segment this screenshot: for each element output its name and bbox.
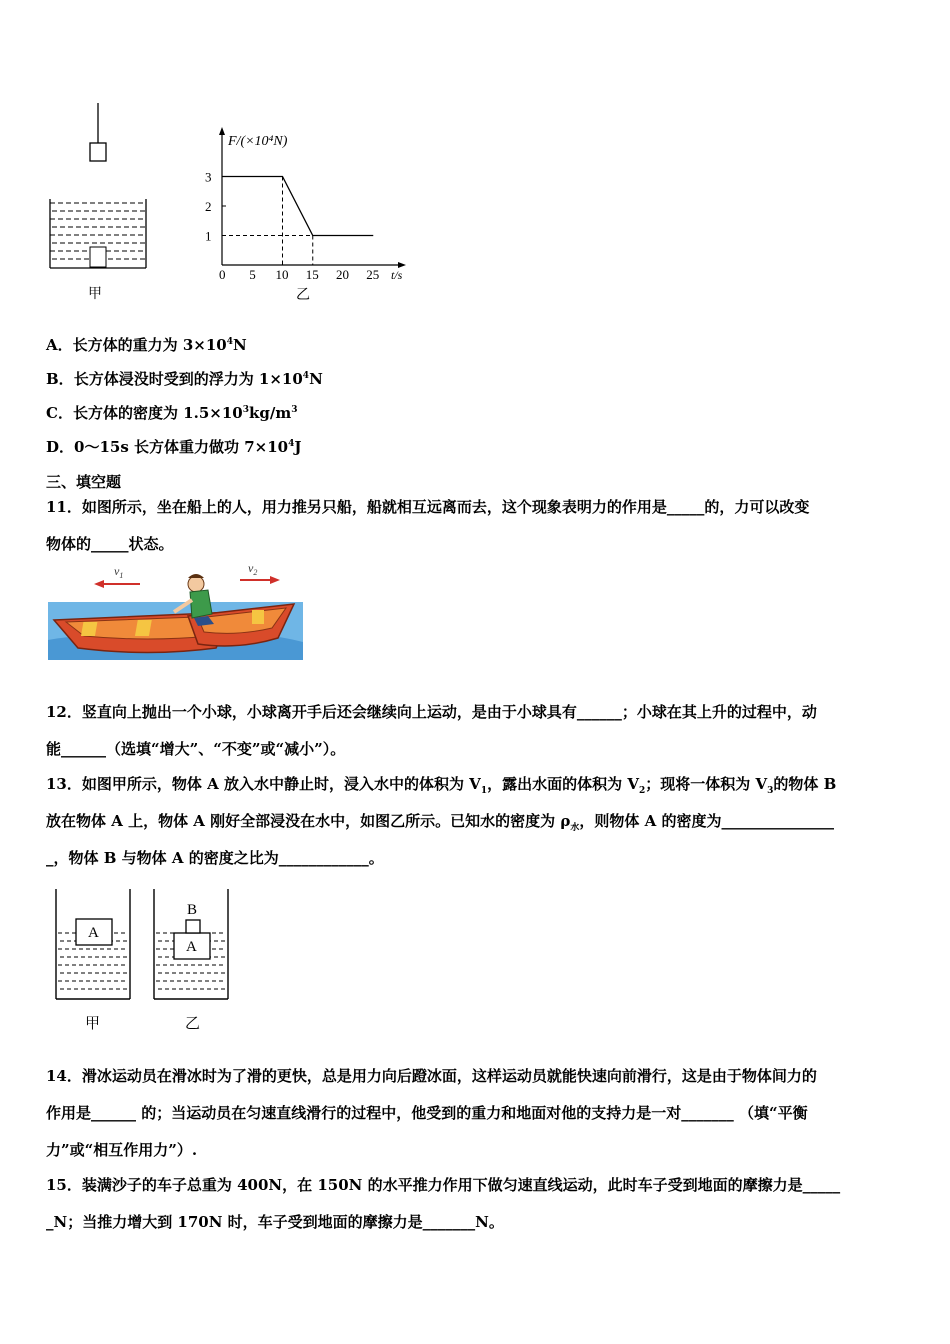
x-tick-label: 15	[305, 267, 319, 282]
x-tick-label: 25	[366, 267, 380, 282]
y-axis-arrow	[219, 127, 225, 135]
force-series-line	[222, 177, 373, 236]
option-b: B．长方体浸没时受到的浮力为 $1\times 10^4N$	[46, 370, 323, 388]
figure-jia-caption: 甲	[88, 286, 102, 302]
q14-line3: 力”或“相互作用力”）.	[46, 1141, 198, 1159]
v2-label: v	[248, 562, 254, 575]
option-c: C．长方体的密度为 $1.5\times 10^3kg/m^3$	[46, 404, 298, 422]
y-tick-label: 3	[205, 169, 212, 185]
block-a-label: A	[88, 925, 99, 941]
q15-line2: _N；当推力增大到 170N 时，车子受到地面的摩擦力是_______N。	[46, 1213, 504, 1231]
x-tick-label: 10	[275, 267, 289, 282]
q13-caption-yi: 乙	[185, 1014, 201, 1032]
y-tick-label: 1	[205, 228, 212, 244]
x-axis-label: t/s	[391, 268, 403, 282]
q13-line2: 放在物体 A 上，物体 A 刚好全部浸没在水中，如图乙所示。已知水的密度为 $\rho_水$，则物体 A 的密度为_______________	[46, 812, 834, 833]
q11-line1: 11．如图所示，坐在船上的人，用力推另只船，船就相互远离而去，这个现象表明力的作用是_____的，力可以改变	[46, 498, 810, 516]
block-b-label: B	[187, 902, 198, 918]
block-a-label: A	[186, 939, 197, 955]
boats-illustration	[48, 562, 303, 660]
v1-label: v	[114, 564, 120, 578]
q13-figure-jia	[50, 885, 140, 1010]
option-d: D．0～15s 长方体重力做功 $7\times 10^4J$	[46, 438, 302, 456]
x-tick-label: 0	[219, 267, 226, 282]
y-axis-label: F/(×10⁴N)	[228, 134, 288, 149]
q13-caption-jia: 甲	[85, 1014, 101, 1032]
figure-jia-tank	[40, 95, 160, 305]
q14-line1: 14．滑冰运动员在滑冰时为了滑的更快，总是用力向后蹬冰面，这样运动员就能快速向前滑行，这是由于物体间力的	[46, 1067, 817, 1085]
q11-line2: 物体的_____状态。	[46, 535, 174, 553]
v2-subscript: 2	[253, 568, 258, 577]
q13-line1: 13．如图甲所示，物体 A 放入水中静止时，浸入水中的体积为 $V_1$，露出水面的体积为 $V_2$；现将一体积为 $V_3$的物体 B	[46, 775, 837, 796]
q15-line1: 15．装满沙子的车子总重为 400N，在 150N 的水平推力作用下做匀速直线运动，此时车子受到地面的摩擦力是_____	[46, 1176, 841, 1194]
x-tick-label: 20	[336, 267, 349, 282]
q13-figure-yi	[148, 885, 238, 1010]
x-tick-label: 5	[249, 267, 256, 282]
q14-line2: 作用是______ 的；当运动员在匀速直线滑行的过程中，他受到的重力和地面对他的支持力是一对_______ （填“平衡	[46, 1104, 808, 1122]
q12-line2: 能______（选填“增大”、“不变”或“减小”）。	[46, 740, 346, 758]
block-b	[186, 920, 200, 933]
v1-subscript: 1	[119, 571, 124, 580]
section-title: 三、填空题	[46, 473, 122, 491]
force-time-chart	[195, 125, 425, 285]
q13-line3: _，物体 B 与物体 A 的密度之比为____________。	[46, 849, 384, 867]
q12-line1: 12．竖直向上抛出一个小球，小球离开手后还会继续向上运动，是由于小球具有______；小球在其上升的过程中，动	[46, 703, 817, 721]
figure-yi-caption: 乙	[296, 287, 310, 303]
y-tick-label: 2	[205, 199, 212, 214]
option-a: A．长方体的重力为 $3\times 10^4N$	[46, 336, 247, 354]
